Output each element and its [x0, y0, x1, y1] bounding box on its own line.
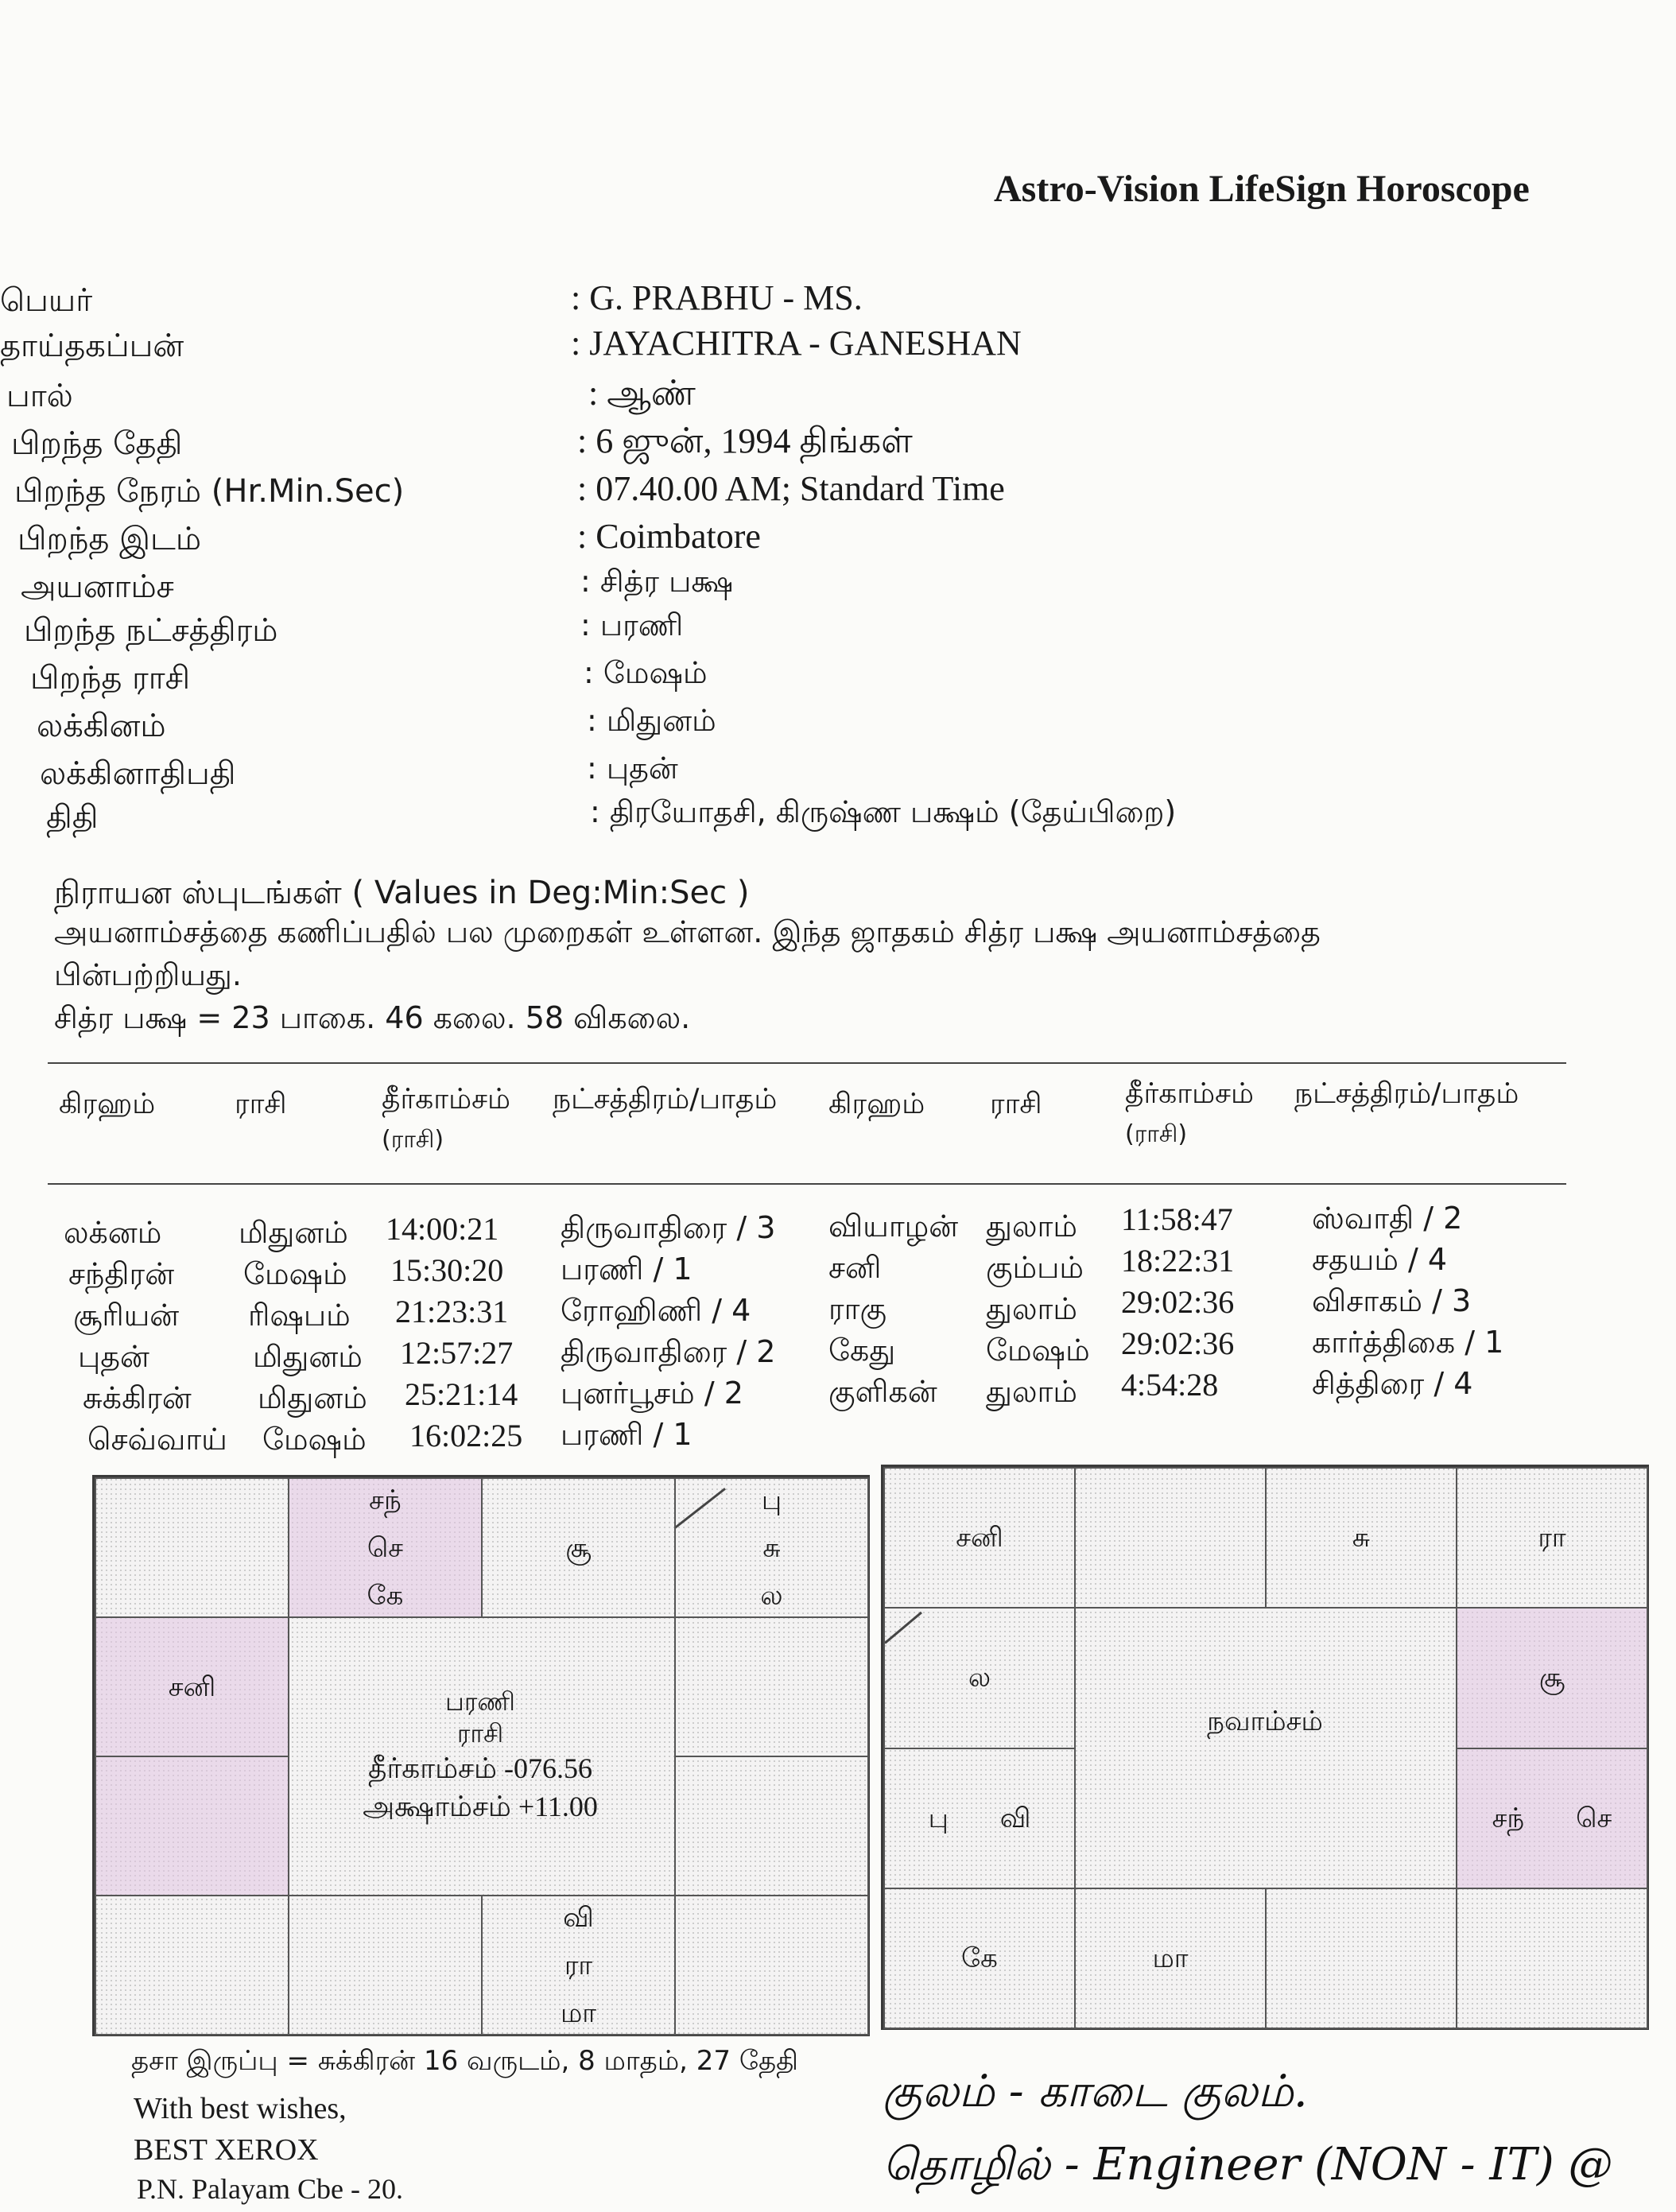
house-planet: சந் — [369, 1484, 402, 1516]
header-degree-label: தீர்காம்சம் — [1125, 1077, 1254, 1110]
table-cell-nakshatra: புனர்பூசம் / 2 — [561, 1376, 743, 1411]
table-cell-degree: 29:02:36 — [1121, 1325, 1235, 1361]
field-value: : மேஷம் — [584, 655, 708, 690]
table-cell-degree: 14:00:21 — [386, 1211, 499, 1247]
table-header-rule — [48, 1183, 1566, 1185]
field-value: : 07.40.00 AM; Standard Time — [577, 469, 1005, 508]
navamsa-chart-house: சு — [1265, 1467, 1457, 1609]
ayanamsa-line-2: பின்பற்றியது. — [54, 957, 242, 992]
table-cell-degree: 18:22:31 — [1121, 1243, 1235, 1279]
table-cell-rasi: துலாம் — [986, 1209, 1077, 1244]
header-rasi-1: ராசி — [235, 1088, 287, 1120]
table-cell-rasi: மிதுனம் — [253, 1339, 363, 1374]
field-label: பிறந்த நேரம் (Hr.Min.Sec) — [14, 473, 405, 510]
rasi-center-star: பரணி — [445, 1686, 515, 1717]
navamsa-chart-house: கே — [883, 1888, 1076, 2029]
table-cell-graha: சனி — [828, 1250, 882, 1285]
table-cell-degree: 12:57:27 — [400, 1335, 514, 1371]
table-cell-graha: கேது — [828, 1333, 896, 1368]
house-planet: பு — [761, 1484, 782, 1516]
table-cell-graha: செவ்வாய் — [87, 1422, 227, 1457]
rasi-chart-house — [674, 1756, 869, 1896]
header-nakshatra-2: நட்சத்திரம்/பாதம் — [1294, 1077, 1519, 1110]
field-value: : புதன் — [587, 751, 678, 786]
table-cell-degree: 16:02:25 — [409, 1418, 523, 1453]
field-label: லக்கினாதிபதி — [40, 755, 236, 792]
navamsa-chart-center — [1074, 1607, 1457, 1889]
table-cell-nakshatra: சதயம் / 4 — [1312, 1242, 1448, 1277]
header-nakshatra-1: நட்சத்திரம்/பாதம் — [553, 1083, 778, 1116]
header-graha-1: கிரஹம் — [59, 1088, 156, 1120]
rasi-chart-house: சூ — [481, 1477, 676, 1618]
table-cell-rasi: மேஷம் — [243, 1256, 347, 1291]
table-cell-nakshatra: சித்திரை / 4 — [1312, 1366, 1473, 1401]
navamsa-chart-house: சூ — [1456, 1607, 1648, 1748]
rasi-chart-house — [674, 1616, 869, 1757]
rasi-chart-house — [95, 1895, 289, 2035]
house-planet: ல — [760, 1579, 783, 1612]
field-value: : 6 ஜுன், 1994 திங்கள் — [577, 421, 913, 460]
table-cell-nakshatra: பரணி / 1 — [561, 1252, 693, 1286]
field-label: பிறந்த ராசி — [30, 660, 191, 697]
field-value: : G. PRABHU - MS. — [571, 278, 863, 317]
table-cell-degree: 21:23:31 — [395, 1294, 509, 1329]
footer-address: P.N. Palayam Cbe - 20. — [137, 2173, 403, 2205]
table-cell-graha: சந்திரன் — [68, 1256, 175, 1291]
ayanamsa-line-3: சித்ர பக்ஷ = 23 பாகை. 46 கலை. 58 விகலை. — [54, 1000, 691, 1035]
house-planet: மா — [560, 1997, 597, 2029]
table-cell-degree: 25:21:14 — [405, 1376, 518, 1412]
rasi-chart-house — [674, 1477, 869, 1618]
rasi-chart-house — [674, 1895, 869, 2035]
table-cell-nakshatra: பரணி / 1 — [561, 1417, 693, 1452]
field-value: : JAYACHITRA - GANESHAN — [571, 324, 1022, 363]
house-planet: சு — [762, 1531, 781, 1564]
table-cell-rasi: கும்பம் — [986, 1250, 1084, 1285]
table-cell-nakshatra: விசாகம் / 3 — [1312, 1283, 1472, 1318]
navamsa-chart-house: மா — [1074, 1888, 1267, 2029]
table-cell-nakshatra: ரோஹிணி / 4 — [561, 1293, 751, 1328]
field-value: : பரணி — [580, 607, 684, 642]
field-value: : திரயோதசி, கிருஷ்ண பக்ஷம் (தேய்பிறை) — [590, 794, 1177, 829]
navamsa-chart-house: ரா — [1456, 1467, 1648, 1609]
table-cell-rasi: மேஷம் — [986, 1333, 1090, 1368]
field-label: அயனாம்ச — [21, 569, 174, 605]
header-degree-2 — [1125, 1077, 1254, 1151]
ayanamsa-heading: நிராயன ஸ்புடங்கள் ( Values in Deg:Min:Sec ) — [54, 875, 750, 911]
navamsa-chart-house — [1456, 1888, 1648, 2029]
page-title: Astro-Vision LifeSign Horoscope — [994, 168, 1530, 210]
navamsa-center-label: நவாம்சம் — [1207, 1706, 1323, 1737]
table-cell-graha: லக்னம் — [64, 1215, 162, 1250]
rasi-chart-house — [481, 1895, 676, 2035]
table-cell-rasi: மேஷம் — [262, 1422, 367, 1457]
field-value: : மிதுனம் — [587, 703, 716, 738]
footer-wishes: With best wishes, — [134, 2092, 347, 2125]
table-cell-rasi: மிதுனம் — [258, 1380, 367, 1415]
rasi-chart-house — [95, 1756, 289, 1896]
field-value: : ஆண் — [588, 374, 696, 413]
navamsa-chart-house: சனி — [883, 1467, 1076, 1609]
table-cell-degree: 29:02:36 — [1121, 1284, 1235, 1320]
house-planet: வி — [563, 1901, 594, 1934]
table-cell-graha: புதன் — [78, 1339, 149, 1374]
table-cell-graha: ராகு — [828, 1291, 887, 1326]
navamsa-chart-house — [1265, 1888, 1457, 2029]
header-degree-label: தீர்காம்சம் — [382, 1083, 510, 1116]
header-degree-sub: (ராசி) — [1125, 1120, 1188, 1148]
rasi-chart-house — [288, 1895, 483, 2035]
handwritten-clan: குலம் - காடை குலம். — [883, 2066, 1308, 2117]
header-graha-2: கிரஹம் — [828, 1088, 925, 1120]
table-cell-degree: 15:30:20 — [390, 1252, 504, 1288]
table-cell-degree: 11:58:47 — [1121, 1201, 1233, 1237]
handwritten-occupation: தொழில் - Engineer (NON - IT) @ — [883, 2139, 1613, 2191]
dasa-balance: தசா இருப்பு = சுக்கிரன் 16 வருடம், 8 மாதம், 27 தேதி — [131, 2045, 799, 2077]
header-degree-sub: (ராசி) — [382, 1126, 444, 1154]
table-cell-rasi: துலாம் — [986, 1374, 1077, 1409]
table-cell-graha: சுக்கிரன் — [83, 1380, 192, 1415]
navamsa-chart-house — [1074, 1467, 1267, 1609]
field-label: தாய்தகப்பன் — [0, 328, 184, 364]
header-rasi-2: ராசி — [990, 1088, 1042, 1120]
table-cell-graha: சூரியன் — [73, 1298, 180, 1333]
field-label: பிறந்த இடம் — [17, 521, 202, 557]
navamsa-chart — [881, 1465, 1649, 2030]
field-value: : சித்ர பக்ஷ — [580, 564, 734, 599]
table-cell-graha: வியாழன் — [828, 1209, 959, 1244]
field-label: பிறந்த நட்சத்திரம் — [24, 612, 278, 649]
table-cell-rasi: துலாம் — [986, 1291, 1077, 1326]
rasi-center-latitude: அக்ஷாம்சம் +11.00 — [363, 1791, 598, 1822]
house-planet: கே — [367, 1579, 404, 1612]
field-label: பால் — [6, 378, 73, 414]
rasi-chart — [92, 1475, 870, 2036]
rasi-chart-house — [288, 1477, 483, 1618]
footer-shop: BEST XEROX — [134, 2133, 319, 2167]
table-top-rule — [48, 1062, 1566, 1064]
table-cell-rasi: ரிஷபம் — [248, 1298, 351, 1333]
field-label: திதி — [46, 799, 99, 836]
navamsa-chart-house: சந் செ — [1456, 1748, 1648, 1889]
header-degree-1 — [382, 1083, 510, 1157]
field-value: : Coimbatore — [577, 517, 761, 556]
field-label: பிறந்த தேதி — [11, 425, 183, 462]
house-planet: ரா — [564, 1949, 593, 1981]
house-planet: செ — [367, 1531, 404, 1564]
rasi-center-degree: தீர்காம்சம் -076.56 — [368, 1752, 592, 1784]
rasi-chart-house: சனி — [95, 1616, 289, 1757]
rasi-chart-house — [95, 1477, 289, 1618]
rasi-center-label: ராசி — [456, 1718, 504, 1748]
field-label: லக்கினம் — [37, 708, 166, 744]
table-cell-nakshatra: கார்த்திகை / 1 — [1312, 1325, 1504, 1360]
rasi-center-info — [285, 1686, 675, 1826]
table-cell-nakshatra: ஸ்வாதி / 2 — [1312, 1201, 1463, 1236]
ayanamsa-line-1: அயனாம்சத்தை கணிப்பதில் பல முறைகள் உள்ளன. இந்த ஜாதகம் சித்ர பக்ஷ அயனாம்சத்தை — [54, 914, 1321, 949]
table-cell-degree: 4:54:28 — [1121, 1367, 1219, 1403]
field-label: பெயர் — [0, 282, 93, 319]
table-cell-rasi: மிதுனம் — [239, 1215, 348, 1250]
navamsa-chart-house: பு வி — [883, 1748, 1076, 1889]
table-cell-graha: குளிகன் — [828, 1374, 937, 1409]
table-cell-nakshatra: திருவாதிரை / 3 — [561, 1210, 776, 1245]
table-cell-nakshatra: திருவாதிரை / 2 — [561, 1334, 776, 1369]
navamsa-chart-house: ல — [883, 1607, 1076, 1748]
